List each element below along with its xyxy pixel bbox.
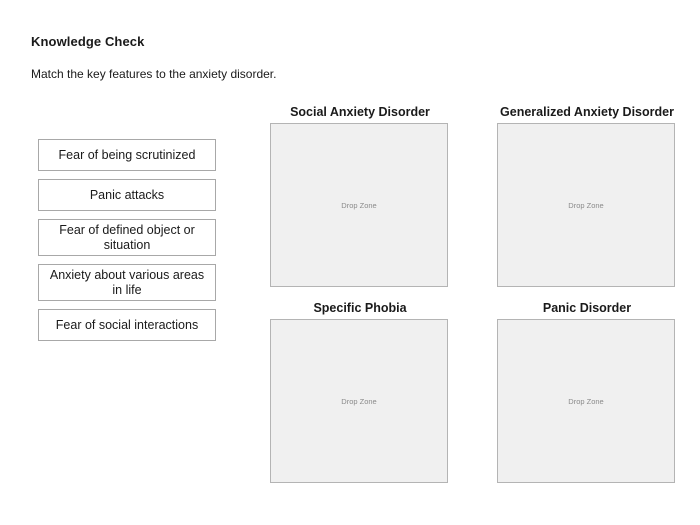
drop-zone-placeholder: Drop Zone	[341, 200, 377, 210]
drag-item-fear-of-defined-object[interactable]	[38, 219, 216, 256]
drop-zone-box[interactable]	[270, 123, 448, 287]
drag-item-label: Fear of social interactions	[55, 317, 199, 332]
drop-zone-box[interactable]	[270, 319, 448, 483]
drop-zone-label: Specific Phobia	[313, 301, 407, 315]
drop-zone-box[interactable]	[497, 123, 675, 287]
drop-zone-label: Panic Disorder	[542, 301, 632, 315]
drag-item-panic-attacks[interactable]	[38, 179, 216, 211]
drag-item-label: Panic attacks	[89, 187, 165, 202]
drag-item-anxiety-about-various-areas[interactable]	[38, 264, 216, 301]
drop-zone-placeholder: Drop Zone	[341, 396, 377, 406]
page-title: Knowledge Check	[31, 34, 145, 49]
drop-zone-label: Social Anxiety Disorder	[290, 105, 430, 119]
drag-item-fear-of-social-interactions[interactable]	[38, 309, 216, 341]
drop-zone-placeholder: Drop Zone	[568, 396, 604, 406]
instructions-text: Match the key features to the anxiety disorder.	[31, 67, 277, 81]
drag-item-label: Anxiety about various areas in life	[49, 267, 205, 297]
drop-zone-label: Generalized Anxiety Disorder	[500, 105, 674, 119]
drag-item-label: Fear of defined object or situation	[59, 222, 195, 252]
drag-item-fear-of-being-scrutinized[interactable]	[38, 139, 216, 171]
drop-zone-box[interactable]	[497, 319, 675, 483]
drop-zone-placeholder: Drop Zone	[568, 200, 604, 210]
drag-item-label: Fear of being scrutinized	[58, 147, 196, 162]
